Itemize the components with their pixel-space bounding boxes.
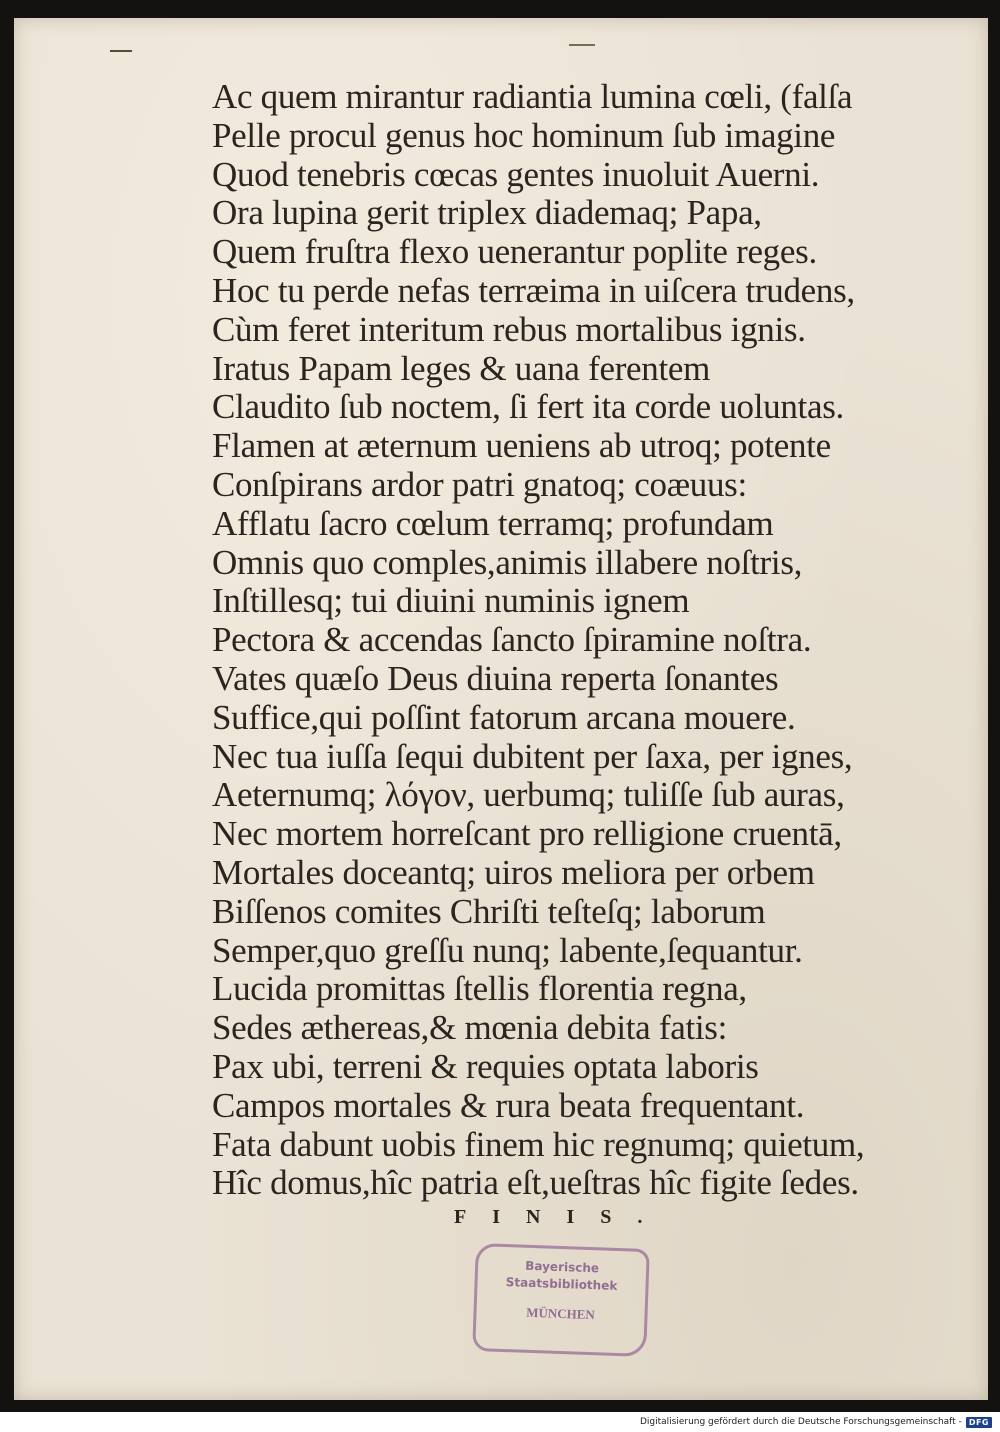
verse-line: Semper,quo greſſu nunq; labente,ſequantur. — [212, 930, 803, 970]
verse-line: Ora lupina gerit triplex diademaq; Papa, — [212, 193, 762, 233]
footer-credit — [640, 1415, 992, 1429]
verse-line: Suffice,qui poſſint fatorum arcana mouere. — [212, 697, 796, 737]
verse-line: Inſtillesq; tui diuini numinis ignem — [212, 581, 690, 621]
verse-line: Omnis quo comples,animis illabere noſtris, — [212, 542, 803, 582]
library-stamp — [472, 1243, 650, 1357]
verse-line: Cùm feret interitum rebus mortalibus ignis. — [212, 309, 806, 349]
margin-mark — [110, 50, 132, 52]
poem-text — [212, 78, 952, 1203]
verse-line: Sedes æthereas,& mœnia debita fatis: — [212, 1008, 728, 1048]
verse-line: Pax ubi, terreni & requies optata laboris — [212, 1046, 759, 1086]
verse-line: Nec tua iuſſa ſequi dubitent per ſaxa, per ignes, — [212, 736, 853, 776]
top-mark — [569, 44, 595, 46]
verse-line: Nec mortem horreſcant pro relligione cruentā, — [212, 814, 842, 854]
footer-text: Digitalisierung gefördert durch die Deutsche Forschungsgemeinschaft - — [639, 1417, 962, 1427]
finis-text: FINIS. — [454, 1206, 669, 1228]
verse-line: Flamen at æternum ueniens ab utroq; potente — [212, 426, 831, 466]
verse-line: Mortales doceantq; uiros meliora per orbem — [212, 852, 815, 892]
verse-line: Claudito ſub noctem, ſi fert ita corde uoluntas. — [212, 387, 844, 427]
verse-line: Campos mortales & rura beata frequentant. — [212, 1085, 805, 1125]
verse-line: Afflatu ſacro cœlum terramq; profundam — [212, 503, 774, 543]
verse-line: Aeternumq; λόγον, uerbumq; tuliſſe ſub auras, — [212, 775, 845, 815]
verse-line: Pelle procul genus hoc hominum ſub imagine — [212, 115, 836, 155]
stamp-line-institution: Staatsbibliothek — [505, 1275, 618, 1293]
verse-line: Fata dabunt uobis finem hic regnumq; quietum, — [212, 1124, 865, 1164]
dfg-logo-icon: DFG — [966, 1417, 992, 1428]
verse-line: Hîc domus,hîc patria eſt,ueſtras hîc figite ſedes. — [212, 1163, 859, 1203]
verse-line: Ac quem mirantur radiantia lumina cœli, (falſa — [212, 77, 853, 116]
verse-line: Vates quæſo Deus diuina reperta ſonantes — [212, 658, 779, 698]
verse-line: Quem fruſtra flexo uenerantur poplite reges. — [212, 232, 817, 272]
stamp-line-city: MÜNCHEN — [525, 1304, 596, 1323]
book-page — [14, 18, 988, 1400]
verse-line: Quod tenebris cœcas gentes inuoluit Auerni. — [212, 154, 820, 194]
stamp-line-library: Bayerische — [525, 1258, 600, 1276]
verse-line: Conſpirans ardor patri gnatoq; coæuus: — [212, 464, 747, 504]
verse-line: Iratus Papam leges & uana ferentem — [212, 348, 711, 388]
verse-line: Pectora & accendas ſancto ſpiramine noſtra. — [212, 620, 812, 660]
verse-line: Biſſenos comites Chriſti teſteſq; laborum — [212, 891, 766, 931]
verse-line: Lucida promittas ſtellis florentia regna, — [212, 969, 747, 1009]
verse-line: Hoc tu perde nefas terræima in uiſcera trudens, — [212, 270, 855, 310]
